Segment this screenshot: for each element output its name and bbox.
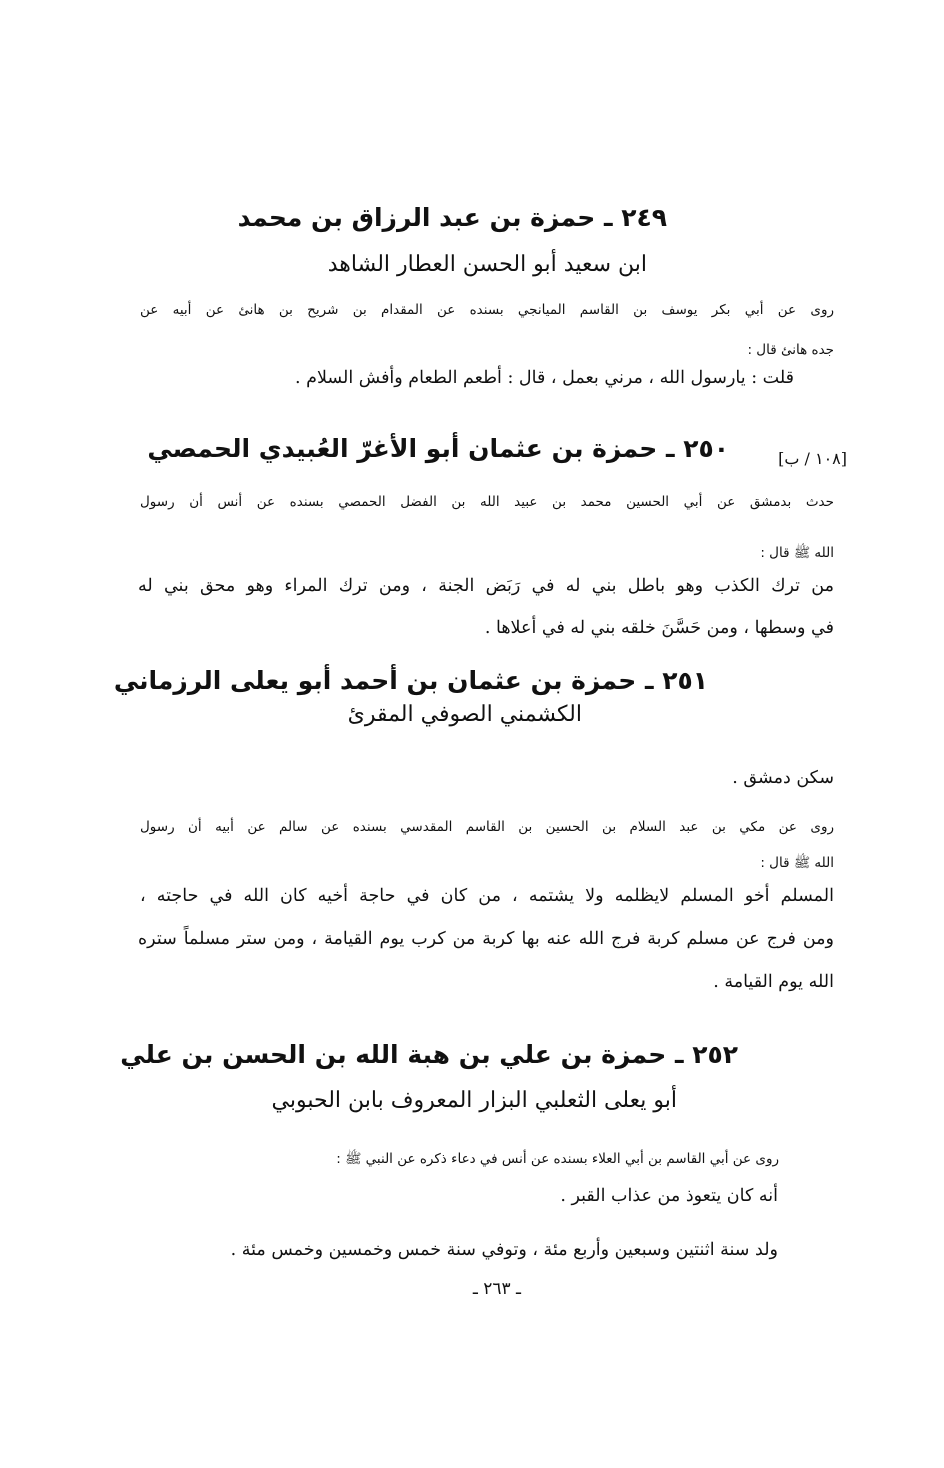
folio-marker: [١٠٨ / ب] <box>778 449 847 468</box>
entry-251-subtitle: الكشمني الصوفي المقرئ <box>347 702 582 727</box>
entry-251-isnad-line-1: روى عن مكي بن عبد السلام بن الحسين بن القاسم المقدسي بسنده عن سالم عن أبيه أن رسول <box>140 819 834 835</box>
entry-251-title: ٢٥١ ـ حمزة بن عثمان بن أحمد أبو يعلى الرزماني <box>113 666 708 695</box>
entry-249-title: ٢٤٩ ـ حمزة بن عبد الرزاق بن محمد <box>237 203 667 232</box>
entry-250-isnad-line-1: حدث بدمشق عن أبي الحسين محمد بن عبيد الله بن الفضل الحمصي بسنده عن أنس أن رسول <box>140 494 834 510</box>
entry-251-isnad-line-2: الله ﷺ قال : <box>760 855 834 871</box>
entry-251-matn-line-1: المسلم أخو المسلم لايظلمه ولا يشتمه ، من كان في حاجة أخيه كان الله في حاجته ، <box>140 886 834 906</box>
entry-252-matn-line-1: أنه كان يتعوذ من عذاب القبر . <box>560 1186 778 1206</box>
entry-250-matn-line-2: في وسطها ، ومن حَسَّنَ خلقه بني له في أعلاها . <box>484 618 834 638</box>
entry-249-isnad-line-2: جده هانئ قال : <box>747 342 834 358</box>
entry-251-matn-line-3: الله يوم القيامة . <box>713 972 834 992</box>
page-number: ـ ٢٦٣ ـ <box>472 1279 521 1299</box>
entry-252-title: ٢٥٢ ـ حمزة بن علي بن هبة الله بن الحسن بن علي <box>120 1040 738 1069</box>
entry-252-matn-line-2: ولد سنة اثنتين وسبعين وأربع مئة ، وتوفي سنة خمس وخمسين وخمس مئة . <box>230 1240 778 1260</box>
entry-249-subtitle: ابن سعيد أبو الحسن العطار الشاهد <box>327 252 647 277</box>
entry-252-subtitle: أبو يعلى الثعلبي البزار المعروف بابن الحبوبي <box>271 1088 677 1113</box>
entry-249-isnad-line-1: روى عن أبي بكر يوسف بن القاسم الميانجي بسنده عن المقدام بن شريح بن هانئ عن أبيه عن <box>140 302 834 318</box>
entry-250-matn-line-1: من ترك الكذب وهو باطل بني له في رَبَض الجنة ، ومن ترك المراء وهو محق بني له <box>138 576 834 596</box>
entry-250-title: ٢٥٠ ـ حمزة بن عثمان أبو الأغرّ العُبيدي الحمصي <box>147 434 729 463</box>
entry-252-isnad-line-1: روى عن أبي القاسم بن أبي العلاء بسنده عن أنس في دعاء ذكره عن النبي ﷺ : <box>336 1151 779 1167</box>
entry-250-isnad-line-2: الله ﷺ قال : <box>760 545 834 561</box>
entry-251-matn-line-2: ومن فرج عن مسلم كربة فرج الله عنه بها كربة من كرب يوم القيامة ، ومن ستر مسلماً ستره <box>138 929 834 949</box>
entry-249-matn-line-1: قلت : يارسول الله ، مرني بعمل ، قال : أطعم الطعام وأفش السلام . <box>294 368 794 388</box>
entry-251-note: سكن دمشق . <box>732 768 834 788</box>
